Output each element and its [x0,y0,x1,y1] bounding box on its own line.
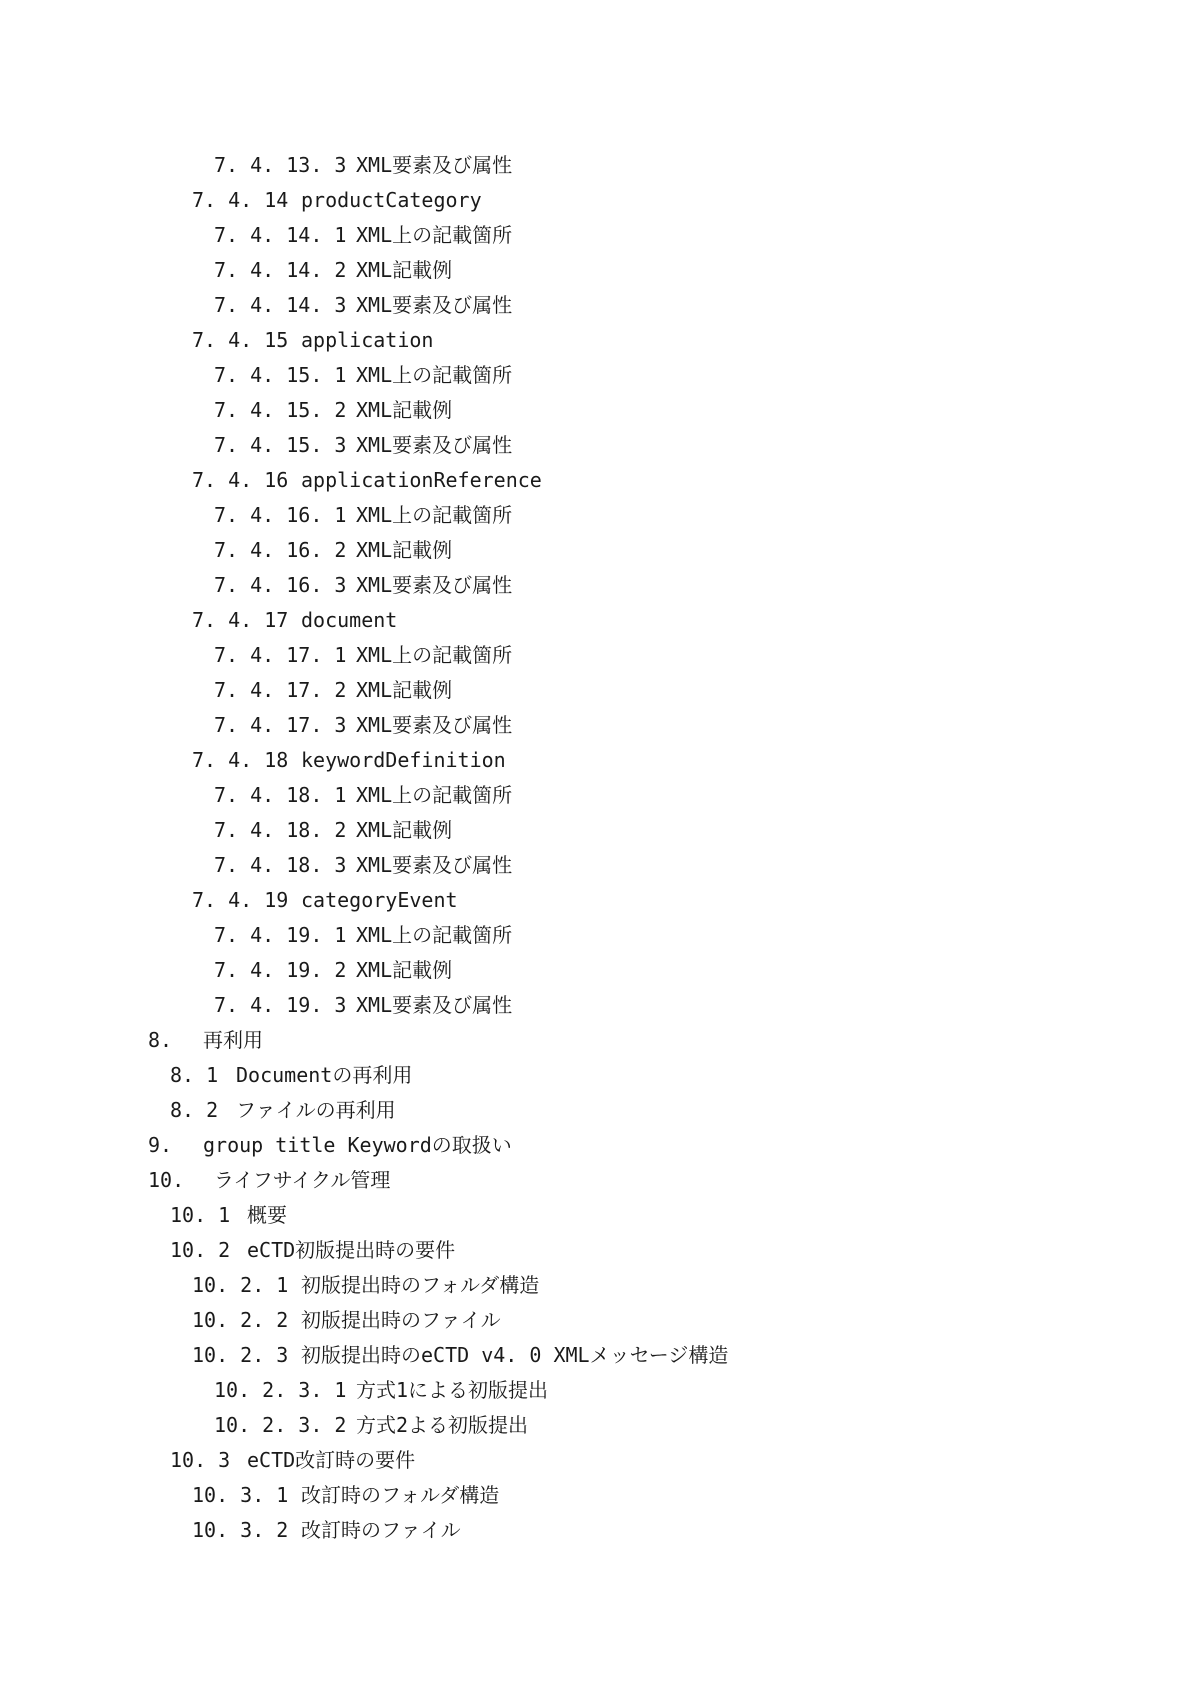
toc-entry[interactable] [0,323,1181,358]
toc-entry-number: 7. 4. 16. 3 [214,573,347,597]
toc-entry-title: XML記載例 [356,958,453,982]
toc-entry-number: 7. 4. 18. 3 [214,853,347,877]
toc-entry-title: ライフサイクル管理 [214,1168,391,1192]
toc-entry-number: 7. 4. 18. 2 [214,818,347,842]
toc-entry-number: 10. 2. 3. 2 [214,1413,347,1437]
toc-entry[interactable] [0,498,1181,533]
toc-entry[interactable] [0,1478,1181,1513]
toc-entry[interactable] [0,1303,1181,1338]
toc-entry-title: group title Keywordの取扱い [203,1133,512,1157]
toc-entry[interactable] [0,1093,1181,1128]
toc-entry[interactable] [0,428,1181,463]
toc-entry[interactable] [0,673,1181,708]
toc-entry-number: 7. 4. 15 [192,328,289,352]
toc-entry-title: document [301,608,398,632]
toc-entry[interactable] [0,1338,1181,1373]
toc-entry-title: keywordDefinition [301,748,506,772]
toc-entry-number: 10. 2. 2 [192,1308,289,1332]
toc-entry-title: eCTD改訂時の要件 [247,1448,416,1472]
toc-entry-number: 7. 4. 19. 1 [214,923,347,947]
toc-entry-number: 8. 2 [170,1098,219,1122]
toc-entry-title: XML要素及び属性 [356,433,513,457]
toc-entry-title: XML要素及び属性 [356,153,513,177]
toc-entry-number: 7. 4. 16. 1 [214,503,347,527]
toc-entry-number: 7. 4. 14. 2 [214,258,347,282]
toc-entry-title: XML記載例 [356,398,453,422]
toc-entry[interactable] [0,1023,1181,1058]
toc-entry[interactable] [0,288,1181,323]
toc-entry-number: 7. 4. 16. 2 [214,538,347,562]
toc-entry[interactable] [0,148,1181,183]
toc-entry-number: 9. [148,1133,173,1157]
toc-entry-number: 10. 3 [170,1448,231,1472]
toc-entry-title: 初版提出時のフォルダ構造 [301,1273,540,1297]
toc-entry-title: XML上の記載箇所 [356,503,513,527]
toc-entry-number: 7. 4. 17. 1 [214,643,347,667]
toc-entry-title: 初版提出時のeCTD v4. 0 XMLメッセージ構造 [301,1343,729,1367]
toc-entry[interactable] [0,918,1181,953]
toc-entry-number: 10. 2. 3. 1 [214,1378,347,1402]
toc-entry[interactable] [0,1443,1181,1478]
toc-entry[interactable] [0,813,1181,848]
toc-entry-number: 10. 2. 3 [192,1343,289,1367]
toc-entry-number: 8. 1 [170,1063,219,1087]
toc-entry-title: 概要 [247,1203,287,1227]
toc-entry-number: 7. 4. 17 [192,608,289,632]
toc-entry[interactable] [0,638,1181,673]
toc-entry[interactable] [0,463,1181,498]
toc-entry[interactable] [0,1058,1181,1093]
toc-entry-number: 10. 3. 1 [192,1483,289,1507]
toc-entry-title: XML記載例 [356,678,453,702]
toc-entry-number: 7. 4. 19. 2 [214,958,347,982]
toc-entry-title: XML記載例 [356,818,453,842]
toc-entry-number: 7. 4. 13. 3 [214,153,347,177]
toc-entry[interactable] [0,743,1181,778]
toc-entry[interactable] [0,183,1181,218]
toc-entry[interactable] [0,603,1181,638]
toc-entry-number: 10. 1 [170,1203,231,1227]
toc-entry-title: ファイルの再利用 [236,1098,396,1122]
toc-entry-number: 7. 4. 15. 3 [214,433,347,457]
toc-entry-number: 7. 4. 18 [192,748,289,772]
toc-entry-number: 7. 4. 14. 1 [214,223,347,247]
toc-entry[interactable] [0,358,1181,393]
toc-entry-title: 方式1による初版提出 [356,1378,549,1402]
toc-entry[interactable] [0,393,1181,428]
toc-entry-number: 7. 4. 17. 2 [214,678,347,702]
toc-entry[interactable] [0,1373,1181,1408]
toc-entry-title: 初版提出時のファイル [301,1308,501,1332]
toc-entry[interactable] [0,778,1181,813]
toc-entry-title: XML要素及び属性 [356,573,513,597]
toc-entry-number: 7. 4. 18. 1 [214,783,347,807]
toc-entry-title: Documentの再利用 [236,1063,413,1087]
toc-entry-number: 7. 4. 14. 3 [214,293,347,317]
toc-entry-title: XML記載例 [356,538,453,562]
toc-entry-title: 改訂時のファイル [301,1518,461,1542]
toc-entry-number: 10. 3. 2 [192,1518,289,1542]
toc-entry-title: XML要素及び属性 [356,713,513,737]
toc-entry-title: XML記載例 [356,258,453,282]
toc-entry-title: XML上の記載箇所 [356,223,513,247]
toc-entry[interactable] [0,568,1181,603]
toc-entry[interactable] [0,253,1181,288]
toc-entry-title: application [301,328,434,352]
toc-entry-title: XML上の記載箇所 [356,643,513,667]
toc-entry-number: 7. 4. 14 [192,188,289,212]
toc-entry-number: 7. 4. 19. 3 [214,993,347,1017]
toc-entry-number: 7. 4. 15. 1 [214,363,347,387]
toc-entry[interactable] [0,1233,1181,1268]
toc-entry-number: 7. 4. 19 [192,888,289,912]
toc-entry[interactable] [0,953,1181,988]
toc-entry-number: 7. 4. 17. 3 [214,713,347,737]
toc-entry[interactable] [0,533,1181,568]
toc-entry[interactable] [0,988,1181,1023]
toc-entry-title: applicationReference [301,468,542,492]
toc-entry[interactable] [0,1513,1181,1548]
toc-entry[interactable] [0,1128,1181,1163]
toc-entry-title: 再利用 [203,1028,263,1052]
toc-entry[interactable] [0,883,1181,918]
toc-entry[interactable] [0,1198,1181,1233]
toc-entry[interactable] [0,708,1181,743]
toc-entry-number: 7. 4. 15. 2 [214,398,347,422]
toc-entry-title: XML要素及び属性 [356,993,513,1017]
toc-entry-title: categoryEvent [301,888,458,912]
toc-entry[interactable] [0,1408,1181,1443]
toc-entry-number: 10. 2. 1 [192,1273,289,1297]
toc-entry-title: XML要素及び属性 [356,293,513,317]
toc-entry[interactable] [0,1268,1181,1303]
toc-entry-title: XML要素及び属性 [356,853,513,877]
toc-entry-number: 8. [148,1028,173,1052]
toc-entry-title: 改訂時のフォルダ構造 [301,1483,500,1507]
toc-entry-number: 10. [148,1168,185,1192]
toc-entry-number: 7. 4. 16 [192,468,289,492]
table-of-contents [0,148,1181,1548]
toc-entry[interactable] [0,1163,1181,1198]
toc-entry-title: XML上の記載箇所 [356,783,513,807]
toc-entry-title: XML上の記載箇所 [356,363,513,387]
toc-entry-number: 10. 2 [170,1238,231,1262]
toc-entry-title: productCategory [301,188,482,212]
toc-entry[interactable] [0,848,1181,883]
toc-entry-title: 方式2よる初版提出 [356,1413,529,1437]
toc-entry-title: XML上の記載箇所 [356,923,513,947]
toc-entry-title: eCTD初版提出時の要件 [247,1238,456,1262]
toc-entry[interactable] [0,218,1181,253]
